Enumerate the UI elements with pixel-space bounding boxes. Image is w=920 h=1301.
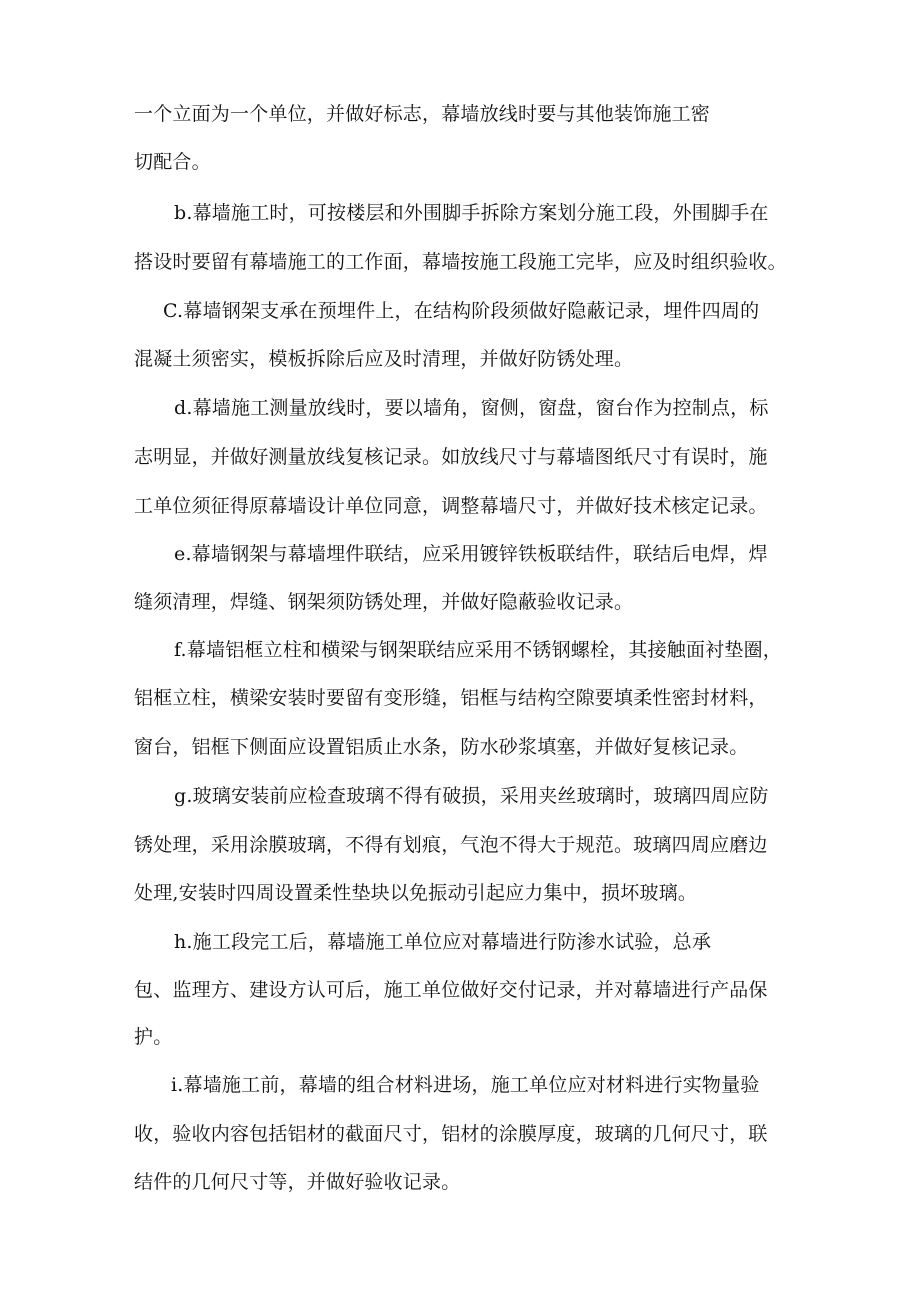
text-line: 铝框立柱，横梁安装时要留有变形缝，铝框与结构空隙要填柔性密封材料， [134,687,768,709]
text-line: 结件的几何尺寸等，并做好验收记录。 [134,1171,461,1193]
text-line: 锈处理，采用涂膜玻璃，不得有划痕，气泡不得大于规范。玻璃四周应磨边 [134,834,768,856]
paragraph-e-line: e.幕墙钢架与幕墙埋件联结，应采用镀锌铁板联结件，联结后电焊，焊 [174,543,768,565]
text-line: 工单位须征得原幕墙设计单位同意，调整幕墙尺寸，并做好技术核定记录。 [134,495,768,517]
text-line: 缝须清理，焊缝、钢架须防锈处理，并做好隐蔽验收记录。 [134,591,634,613]
paragraph-g-line: g.玻璃安装前应检查玻璃不得有破损，采用夹丝玻璃时，玻璃四周应防 [174,785,769,807]
text-line: 切配合。 [134,151,211,173]
text-line: 包、监理方、建设方认可后，施工单位做好交付记录，并对幕墙进行产品保 [134,979,768,1001]
text-line: 搭设时要留有幕墙施工的工作面，幕墙按施工段施工完毕，应及时组织验收。 [134,251,787,273]
paragraph-f-line: f.幕墙铝框立柱和横梁与钢架联结应采用不锈钢螺栓，其接触面衬垫圈， [174,639,782,661]
paragraph-c-line: C.幕墙钢架支承在预埋件上，在结构阶段须做好隐蔽记录，埋件四周的 [163,300,760,322]
text-line: 窗台，铝框下侧面应设置铝质止水条，防水砂浆填塞，并做好复核记录。 [134,736,749,758]
text-line: 护。 [134,1026,173,1048]
paragraph-h-line: h.施工段完工后，幕墙施工单位应对幕墙进行防渗水试验，总承 [174,931,712,953]
text-line: 混凝土须密实，模板拆除后应及时清理，并做好防锈处理。 [134,348,634,370]
text-line: 一个立面为一个单位，并做好标志，幕墙放线时要与其他装饰施工密 [134,103,711,125]
text-line: 处理,安装时四周设置柔性垫块以免振动引起应力集中，损坏玻璃。 [134,882,698,904]
paragraph-d-line: d.幕墙施工测量放线时，要以墙角，窗侧，窗盘，窗台作为控制点，标 [174,397,769,419]
paragraph-i-line: i.幕墙施工前，幕墙的组合材料进场，施工单位应对材料进行实物量验 [171,1074,760,1096]
text-line: 收，验收内容包括铝材的截面尺寸，铝材的涂膜厚度，玻璃的几何尺寸，联 [134,1123,768,1145]
text-line: 志明显，并做好测量放线复核记录。如放线尺寸与幕墙图纸尺寸有误时，施 [134,446,768,468]
paragraph-b-line: b.幕墙施工时，可按楼层和外围脚手拆除方案划分施工段，外围脚手在 [174,202,769,224]
